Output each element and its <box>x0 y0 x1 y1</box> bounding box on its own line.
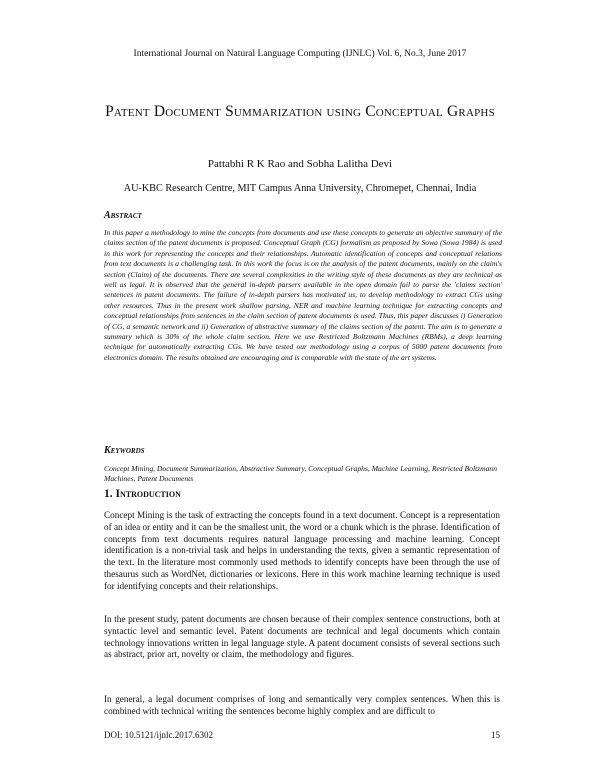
footer-doi: DOI: 10.5121/ijnlc.2017.6302 <box>104 730 213 740</box>
intro-paragraph-2: In the present study, patent documents are chosen because of their complex sentence constructions, both at syntactic level and semantic level. Patent documents are technical and legal documents which contain technology innovations written in legal language style. A patent document consists of several sections such as abstract, prior art, novelty or claim, the methodology and figures. <box>104 614 500 660</box>
abstract-heading: Abstract <box>104 210 142 221</box>
paper-title: Patent Document Summarization using Conceptual Graphs <box>105 103 495 120</box>
paper-authors: Pattabhi R K Rao and Sobha Lalitha Devi <box>207 158 393 170</box>
introduction-heading: 1. Introduction <box>104 488 181 500</box>
keywords-text: Concept Mining, Document Summarization, Abstractive Summary, Conceptual Graphs, Machine Learning, Restricted Boltzmann Machines, Patent Documents <box>104 464 498 484</box>
abstract-text: In this paper a methodology to mine the concepts from documents and use these concepts to generate an objective summary of the claims section of the patent documents is proposed. Conceptual Graph (CG) formalism as proposed by Sowa (Sowa 1984) is used in this work for representing the concepts and their relationships. Automatic identification of concepts and conceptual relations from text documents is a challenging task. In this work the focus is on the analysis of the patent documents, mainly on the claim's section (Claim) of the documents. There are several complexities in the writing style of these documents as they are technical as well as legal. It is observed that the general in-depth parsers available in the open domain fail to parse the 'claims section' sentences in patent documents. The failure of in-depth parsers has motivated us, to develop methodology to extract CGs using other resources. Thus in the present work shallow parsing, NER and machine learning technique for extracting concepts and conceptual relationships from sentences in the claim section of patent documents is used. Thus, this paper discusses i) Generation of CG, a semantic network and ii) Generation of abstractive summary of the claims section of the patent. The aim is to generate a summary which is 30% of the whole claim section. Here we use Restricted Boltzmann Machines (RBMs), a deep learning technique for automatically extracting CGs. We have tested our methodology using a corpus of 5000 patent documents from electronics domain. The results obtained are encouraging and is comparable with the state of the art systems. <box>104 228 502 362</box>
intro-paragraph-1: Concept Mining is the task of extracting the concepts found in a text document. Concept is a representation of an idea or entity and it can be the smallest unit, the word or a chunk which is the phrase. Identification of concepts from text documents requires natural language processing and machine learning. Concept identification is a non-trivial task and helps in understanding the texts, given a semantic representation of the text. In the literature most commonly used methods to identify concepts have been through the use of thesaurus such as WordNet, dictionaries or lexicons. Here in this work machine learning technique is used for identifying concepts and their relationships. <box>104 510 500 591</box>
journal-header: International Journal on Natural Language Computing (IJNLC) Vol. 6, No.3, June 2017 <box>133 49 467 59</box>
intro-paragraph-3: In general, a legal document comprises of long and semantically very complex sentences. When this is combined with technical writing the sentences become highly complex and are difficult to <box>104 694 500 716</box>
keywords-heading: Keywords <box>104 445 145 456</box>
page-number: 15 <box>491 730 500 740</box>
paper-affiliation: AU-KBC Research Centre, MIT Campus Anna University, Chromepet, Chennai, India <box>123 183 477 194</box>
